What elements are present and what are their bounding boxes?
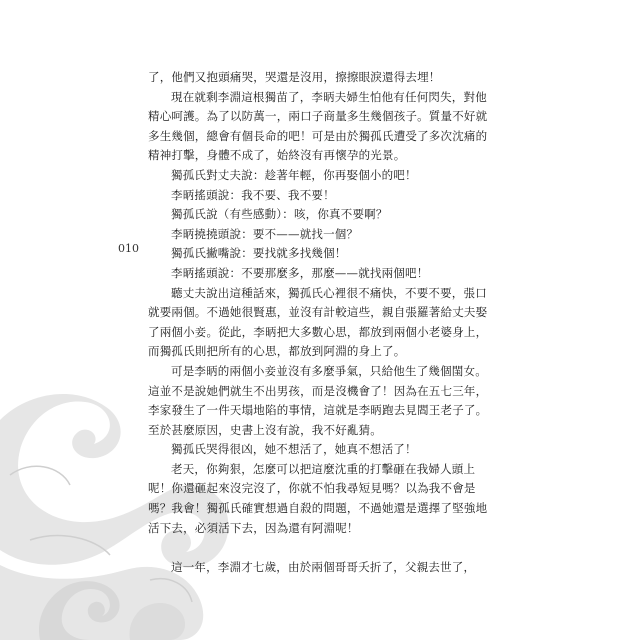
paragraph: 聽丈夫說出這種話來，獨孤氏心裡很不痛快，不要不要，張口就要兩個。不過她很賢惠，並沒有計較這些，親自張羅著給丈夫娶了兩個小妾。從此，李昞把大多數心思，都放到兩個小老婆身上，而獨孤氏則把所有的心思，都放到阿淵的身上了。 (148, 285, 488, 359)
paragraph: 李昞搖頭說：不要那麼多，那麼——就找兩個吧！ (171, 265, 429, 280)
paragraph: 現在就剩李淵這根獨苗了，李昞夫婦生怕他有任何閃失，對他精心呵護。為了以防萬一，兩口子商量多生幾個孩子。質量不好就多生幾個，總會有個長命的吧！可是由於獨孤氏遭受了多次沈痛的精神打擊，身體不成了，始終沒有再懷孕的光景。 (148, 89, 488, 163)
paragraph: 這一年，李淵才七歲，由於兩個哥哥夭折了，父親去世了， (171, 559, 476, 574)
paragraph: 了，他們又抱頭痛哭，哭還是沒用，擦擦眼淚還得去埋！ (148, 70, 441, 84)
section-gap (148, 538, 493, 558)
paragraph: 獨孤氏說（有些感動）：咳，你真不要啊？ (171, 207, 388, 222)
paragraph: 可是李昞的兩個小妾並沒有多麼爭氣，只給他生了幾個閨女。這並不是說她們就生不出男孩，而是沒機會了！因為在五七三年，李家發生了一件天塌地陷的事情，這就是李昞跑去見閻王老子了。至於甚麼原因，史書上沒有說，我不好亂猜。 (148, 363, 488, 437)
paragraph: 獨孤氏對丈夫說：趁著年輕，你再娶個小的吧！ (171, 167, 417, 182)
paragraph: 李昞撓撓頭說：要不——就找一個？ (171, 226, 359, 241)
paragraph: 獨孤氏哭得很凶，她不想活了，她真不想活了！ (171, 442, 417, 457)
page-number: 010 (118, 242, 139, 255)
paragraph: 李昞搖頭說：我不要、我不要！ (171, 187, 335, 202)
paragraph: 獨孤氏撇嘴說：要找就多找幾個！ (171, 246, 347, 261)
body-text (148, 68, 493, 577)
paragraph: 老天，你夠狠，怎麼可以把這麼沈重的打擊砸在我婦人頭上呢！你還砸起來沒完沒了，你就不怕我尋短見嗎？以為我不會是嗎？我會！獨孤氏確實想過自殺的問題，不過她還是選擇了堅強地活下去，必須活下去，因為還有阿淵呢！ (148, 461, 488, 535)
